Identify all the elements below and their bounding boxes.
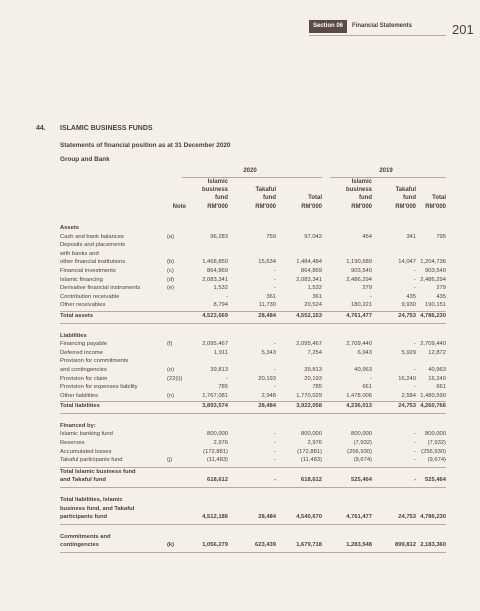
row-label: Total Islamic business fund	[60, 468, 136, 475]
cell-value: 28,484	[258, 312, 276, 319]
row-label: Deferred income	[60, 349, 103, 356]
row-note-ref: (a)	[167, 233, 175, 240]
row-label: Provision for claim	[60, 375, 108, 382]
cell-value: 2,183,360	[420, 542, 446, 549]
row-label: Islamic banking fund	[60, 431, 113, 438]
table-row	[60, 233, 446, 242]
row-label: business fund, and Takaful	[60, 505, 135, 512]
cell-value: (7,932)	[427, 440, 446, 447]
cell-value: -	[226, 375, 228, 382]
row-label: other financial institutions	[60, 259, 126, 266]
cell-value: 2,095,467	[202, 341, 228, 348]
row-spacer	[60, 525, 446, 533]
cell-value: -	[414, 440, 416, 447]
cell-value: 4,552,153	[296, 312, 322, 319]
cell-value: 4,540,670	[296, 514, 322, 521]
section-title: Financial Statements	[352, 23, 413, 29]
cell-value: 14,047	[398, 259, 416, 266]
cell-value: 2,095,467	[296, 341, 322, 348]
cell-value: -	[274, 366, 276, 373]
table-row	[60, 284, 446, 293]
cell-value: -	[274, 285, 276, 292]
row-label: Assets	[60, 225, 80, 231]
cell-value: 24,753	[398, 403, 416, 410]
col-header-2020-takaful: Takaful fund RM'000	[255, 187, 276, 210]
cell-value: 1,056,279	[202, 542, 228, 549]
cell-value: -	[414, 276, 416, 283]
row-note-ref: (k)	[167, 542, 175, 549]
cell-value: 4,786,230	[420, 514, 446, 521]
cell-value: 3,922,058	[296, 403, 322, 410]
cell-value: 525,464	[425, 477, 446, 484]
row-note-ref: (b)	[167, 259, 175, 266]
cell-value: 800,000	[301, 431, 322, 438]
table-row	[60, 293, 446, 302]
row-spacer	[60, 324, 446, 332]
cell-value: 785	[218, 384, 228, 391]
cell-value: 1,480,590	[420, 392, 446, 399]
cell-value: 661	[362, 384, 372, 391]
table-row	[60, 340, 446, 349]
row-label: Commitments and	[60, 533, 111, 540]
cell-value: 2,948	[261, 392, 276, 399]
page-number: 201	[452, 22, 474, 37]
cell-value: 16,240	[398, 375, 416, 382]
cell-value: -	[274, 477, 276, 484]
note-title	[36, 125, 153, 132]
row-label: participants fund	[60, 514, 108, 521]
cell-value: -	[274, 267, 276, 274]
cell-value: 623,439	[255, 542, 276, 549]
row-spacer	[60, 414, 446, 422]
cell-value: 1,770,029	[296, 392, 322, 399]
cell-value: 1,468,850	[202, 259, 228, 266]
row-label: Total liabilities, Islamic	[60, 497, 123, 504]
total-row	[60, 312, 446, 321]
cell-value: 96,283	[210, 233, 228, 240]
cell-value: 9,930	[401, 302, 416, 309]
row-label: and Takaful fund	[60, 477, 106, 484]
cell-value: -	[414, 477, 416, 484]
cell-value: -	[414, 267, 416, 274]
table-row	[60, 301, 446, 310]
cell-value: 16,240	[428, 375, 446, 382]
cell-value: 1,767,081	[202, 392, 228, 399]
col-header-note: Note	[172, 203, 186, 210]
cell-value: 97,042	[304, 233, 322, 240]
table-row	[60, 468, 446, 477]
cell-value: 20,193	[258, 375, 276, 382]
cell-value: 525,464	[351, 477, 372, 484]
cell-value: 11,730	[258, 302, 276, 309]
section-heading-row	[60, 224, 446, 233]
table-row	[60, 349, 446, 358]
cell-value: 2,083,341	[202, 276, 228, 283]
note-number: 44.	[36, 125, 46, 132]
table-row	[60, 513, 446, 522]
row-label: Total assets	[60, 312, 94, 319]
year-heading-2019: 2019	[379, 168, 393, 174]
total-row	[60, 402, 446, 411]
cell-value: 4,236,013	[346, 403, 372, 410]
cell-value: 454	[362, 233, 372, 240]
cell-value: 1,532	[307, 285, 322, 292]
row-spacer	[60, 488, 446, 496]
cell-value: 4,260,766	[420, 403, 446, 410]
row-label: Contribution receivable	[60, 293, 120, 300]
cell-value: 4,786,230	[420, 312, 446, 319]
cell-value: 180,221	[351, 302, 372, 309]
cell-value: 7,254	[307, 349, 322, 356]
cell-value: 39,813	[210, 366, 228, 373]
cell-value: 40,963	[354, 366, 372, 373]
row-note-ref: (d)	[167, 276, 175, 283]
col-header-2019-takaful: Takaful fund RM'000	[395, 187, 416, 210]
cell-value: 759	[266, 233, 276, 240]
cell-value: 2,976	[213, 440, 228, 447]
cell-value: 1,484,484	[296, 259, 322, 266]
cell-value: (256,930)	[421, 448, 446, 455]
row-divider	[60, 552, 446, 553]
cell-value: 661	[436, 384, 446, 391]
cell-value: 2,709,440	[420, 341, 446, 348]
cell-value: 39,813	[304, 366, 322, 373]
row-note-ref: (j)	[167, 457, 173, 464]
cell-value: 795	[436, 233, 446, 240]
cell-value: (256,930)	[347, 448, 372, 455]
section-heading-row	[60, 332, 446, 341]
cell-value: (7,932)	[353, 440, 372, 447]
row-label: Financing payable	[60, 341, 108, 348]
cell-value: 279	[436, 285, 446, 292]
cell-value: 618,612	[301, 477, 322, 484]
statement-subtitle: Statements of financial position as at 31 December 2020	[60, 142, 231, 149]
row-note-ref: (22(i))	[167, 375, 183, 382]
cell-value: 903,540	[351, 267, 372, 274]
cell-value: 800,000	[207, 431, 228, 438]
cell-value: 800,000	[351, 431, 372, 438]
cell-value: (9,674)	[353, 457, 372, 464]
cell-value: 864,869	[207, 267, 228, 274]
cell-value: 361	[312, 293, 322, 300]
table-row	[60, 456, 446, 465]
table-row	[60, 366, 446, 375]
row-label: Financed by:	[60, 422, 96, 429]
note-heading: ISLAMIC BUSINESS FUNDS	[60, 125, 153, 132]
cell-value: 20,524	[304, 302, 322, 309]
table-row	[60, 541, 446, 550]
row-label: Other receivables	[60, 302, 106, 309]
cell-value: 2,709,440	[346, 341, 372, 348]
cell-value: 435	[406, 293, 416, 300]
cell-value: 1,478,006	[346, 392, 372, 399]
cell-value: -	[274, 276, 276, 283]
table-row	[60, 392, 446, 401]
entity-label: Group and Bank	[60, 156, 110, 163]
cell-value: (172,881)	[203, 448, 228, 455]
cell-value: 4,761,477	[346, 514, 372, 521]
table-row	[60, 258, 446, 267]
header-divider	[309, 35, 446, 36]
cell-value: (172,881)	[297, 448, 322, 455]
cell-value: 899,812	[395, 542, 416, 549]
cell-value: 5,343	[261, 349, 276, 356]
cell-value: -	[274, 431, 276, 438]
table-row	[60, 439, 446, 448]
section-heading-row	[60, 422, 446, 431]
row-label: with banks and	[60, 250, 99, 257]
table-row	[60, 267, 446, 276]
table-row	[60, 533, 446, 542]
row-note-ref: (c)	[167, 267, 174, 274]
table-row	[60, 241, 446, 250]
cell-value: -	[414, 366, 416, 373]
row-label: Other liabilities	[60, 392, 99, 399]
row-note-ref: (n)	[167, 392, 175, 399]
cell-value: 785	[312, 384, 322, 391]
cell-value: 1,190,689	[346, 259, 372, 266]
cell-value: 40,963	[428, 366, 446, 373]
cell-value: 1,911	[213, 349, 228, 356]
cell-value: 1,204,736	[420, 259, 446, 266]
cell-value: 618,612	[207, 477, 228, 484]
cell-value: 800,000	[425, 431, 446, 438]
cell-value: -	[414, 431, 416, 438]
cell-value: 4,512,186	[202, 514, 228, 521]
cell-value: 28,484	[258, 403, 276, 410]
row-label: Provision for expenses liability	[60, 384, 138, 391]
cell-value: -	[274, 440, 276, 447]
cell-value: (11,483)	[300, 457, 322, 464]
cell-value: -	[414, 384, 416, 391]
cell-value: -	[414, 341, 416, 348]
cell-value: (11,483)	[206, 457, 228, 464]
row-label: Total liabilities	[60, 403, 100, 410]
year-heading-2020: 2020	[243, 168, 257, 174]
table-row	[60, 430, 446, 439]
cell-value: -	[370, 293, 372, 300]
col-header-2019-total: Total RM'000	[425, 195, 446, 210]
cell-value: 1,532	[213, 285, 228, 292]
cell-value: 12,872	[428, 349, 446, 356]
table-row	[60, 383, 446, 392]
cell-value: 1,283,548	[346, 542, 372, 549]
table-body	[60, 224, 446, 553]
cell-value: 864,869	[301, 267, 322, 274]
table-row	[60, 250, 446, 259]
cell-value: -	[274, 457, 276, 464]
cell-value: 6,943	[357, 349, 372, 356]
cell-value: 3,893,574	[202, 403, 228, 410]
row-note-ref: (o)	[167, 366, 175, 373]
cell-value: 24,753	[398, 312, 416, 319]
row-label: Deposits and placements	[60, 242, 126, 249]
cell-value: 4,761,477	[346, 312, 372, 319]
table-row	[60, 276, 446, 285]
cell-value: -	[274, 384, 276, 391]
cell-value: 15,634	[258, 259, 276, 266]
row-label: and contingencies	[60, 366, 107, 373]
cell-value: 2,083,341	[296, 276, 322, 283]
cell-value: -	[274, 448, 276, 455]
col-header-2020-total: Total RM'000	[301, 195, 322, 210]
cell-value: 341	[406, 233, 416, 240]
table-row	[60, 375, 446, 384]
section-badge: Section 06	[309, 20, 347, 33]
cell-value: 4,523,669	[202, 312, 228, 319]
row-label: Provision for commitments	[60, 358, 129, 365]
col-header-2020-islamic: Islamic business fund RM'000	[201, 179, 228, 210]
col-header-2019-islamic: Islamic business fund RM'000	[345, 179, 372, 210]
cell-value: 20,193	[304, 375, 322, 382]
cell-value: 2,486,294	[420, 276, 446, 283]
row-label: Takaful participants fund	[60, 457, 123, 464]
cell-value: -	[414, 457, 416, 464]
cell-value: 279	[362, 285, 372, 292]
row-note-ref: (f)	[167, 341, 173, 348]
cell-value: -	[274, 341, 276, 348]
cell-value: 28,484	[258, 514, 276, 521]
table-row	[60, 496, 446, 505]
row-label: Reserves	[60, 440, 85, 447]
cell-value: -	[226, 293, 228, 300]
cell-value: 2,486,294	[346, 276, 372, 283]
cell-value: (9,674)	[427, 457, 446, 464]
row-label: Cash and bank balances	[60, 233, 124, 240]
cell-value: 5,929	[401, 349, 416, 356]
cell-value: 903,540	[425, 267, 446, 274]
cell-value: -	[370, 375, 372, 382]
row-label: contingencies	[60, 542, 99, 549]
cell-value: 361	[266, 293, 276, 300]
row-label: Accumulated losses	[60, 448, 112, 455]
cell-value: -	[414, 448, 416, 455]
table-row	[60, 357, 446, 366]
cell-value: 190,151	[425, 302, 446, 309]
row-label: Liabilities	[60, 332, 87, 339]
cell-value: 2,976	[307, 440, 322, 447]
cell-value: 8,794	[213, 302, 228, 309]
table-row	[60, 505, 446, 514]
cell-value: 1,679,718	[296, 542, 322, 549]
cell-value: 435	[436, 293, 446, 300]
cell-value: 2,584	[401, 392, 416, 399]
row-note-ref: (e)	[167, 285, 175, 292]
row-label: Islamic financing	[60, 276, 103, 283]
cell-value: 24,753	[398, 514, 416, 521]
row-label: Derivative financial instruments	[60, 285, 141, 292]
table-row	[60, 476, 446, 485]
row-label: Financial investments	[60, 267, 116, 274]
table-row	[60, 448, 446, 457]
cell-value: -	[414, 285, 416, 292]
